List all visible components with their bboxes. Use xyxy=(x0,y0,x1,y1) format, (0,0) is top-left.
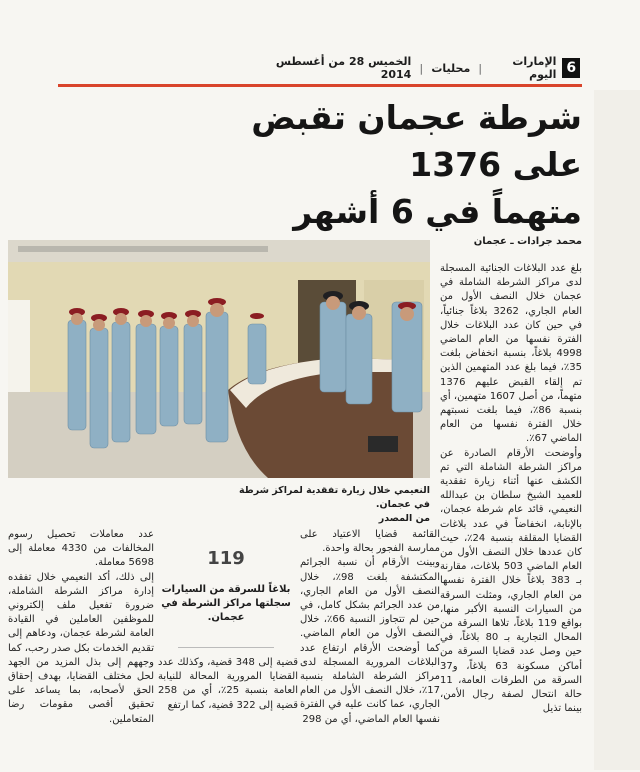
byline: محمد جرادات ـ عجمان xyxy=(473,236,582,247)
masthead xyxy=(262,55,580,81)
headline xyxy=(220,94,582,235)
caption-credit: من المصدر xyxy=(378,513,430,524)
pull-quote-number: 119 xyxy=(207,548,245,569)
paragraph: بلغ عدد البلاغات الجنائية المسجلة لدى مراكز الشرطة الشاملة في عجمان خلال النصف الأول من العام الجاري، 3262 بلاغاً جنائياً، في حين كان عدد البلاغات خلال الفترة نفسها من العام الماضي 4998 بلاغاً، بنسبة انخفاض بلغت 35٪، فيما بلغ عدد المتهمين الذين تم إلقاء القبض عليهم 1376 متهماً، من أصل 1607 متهمين، أي بنسبة 86٪، فيما بلغت نسبتهم خلال الفترة نفسها من العام الماضي 67٪. xyxy=(440,263,582,445)
paragraph: وبينت الأرقام أن نسبة الجرائم المكتشفة بلغت 98٪، خلال النصف الأول من العام الجاري، من عدد الجرائم بشكل كامل، في حين لم تتجاوز النسبة 66٪، خلال النصف الأول من العام الماضي. كما أوضحت الأرقام ارتفاع عدد البلاغات المرورية المسجلة لدى مراكز الشرطة الشاملة بنسبة 17٪، خلال النصف الأول من العام الجاري، عما كانت عليه في الفترة نفسها العام الماضي، أي من 298 xyxy=(300,557,440,725)
section-name: محليات xyxy=(431,61,471,75)
caption-text: النعيمي خلال زيارة تفقدية لمراكز شرطة في عجمان. xyxy=(239,485,430,510)
issue-date: الخميس 28 من أغسطس 2014 xyxy=(275,55,412,81)
pull-quote-text: بلاغاً للسرقة من السيارات سجلتها مراكز الشرطة في عجمان. xyxy=(161,584,291,623)
article-column-left xyxy=(8,528,154,727)
headline-line-1: شرطة عجمان تقبض على 1376 xyxy=(251,98,582,184)
adjacent-page-edge xyxy=(594,90,640,770)
article-column-right xyxy=(440,262,582,717)
paragraph: عدد معاملات تحصيل رسوم المخالفات من 4330 معاملة إلى 5698 معاملة. xyxy=(8,529,154,569)
masthead-separator: | xyxy=(419,61,424,75)
pull-quote-divider xyxy=(178,647,274,648)
photo-caption xyxy=(220,484,430,526)
paragraph: القائمة قضايا الاعتياد على ممارسة الفجور بحالة واحدة. xyxy=(300,529,440,555)
photo-illustration xyxy=(8,240,430,478)
masthead-separator: | xyxy=(478,61,483,75)
article-column-middle-right xyxy=(300,528,440,727)
paper-name: الإمارات اليوم xyxy=(512,55,557,81)
page-number: 6 xyxy=(562,58,580,78)
pull-quote xyxy=(158,540,294,648)
article-column-middle-left xyxy=(158,656,298,713)
paragraph: قضية إلى 348 قضية، وكذلك عدد القضايا المرورية المحالة للنيابة العامة بنسبة 25٪، أي من 258 قضية إلى 322 قضية، كما ارتفع xyxy=(158,657,298,711)
paragraph: إلى ذلك، أكد النعيمي خلال تفقده إدارة مراكز الشرطة الشاملة، ضرورة تفعيل ملف إلكتروني للموظفين العاملين في القيادة العامة لشرطة عجمان، ودعاهم إلى تقديم الخدمات بكل صدر رحب، كما وجههم إلى بذل المزيد من الجهد لحل مختلف القضايا، بهدف إحقاق الحق لأصحابه، بما يساعد على تحقيق أقصى مقومات رضا المتعاملين. xyxy=(8,571,154,725)
header-rule xyxy=(58,84,582,87)
headline-line-2: متهماً في 6 أشهر xyxy=(293,192,582,231)
article-photo xyxy=(8,240,430,478)
paragraph: وأوضحت الأرقام الصادرة عن مراكز الشرطة الشاملة التي تم الكشف عنها أثناء زيارة تفقدية للعميد الشيخ سلطان بن عبدالله النعيمي، قائد عام شرطة عجمان، بالإنابة، انخفاضاً في عدد بلاغات القضايا المقلقة بنسبة 24٪، حيث كان عددها خلال النصف الأول من العام الماضي 503 بلاغات، مقارنة بـ 383 بلاغاً خلال الفترة نفسها من العام الجاري، ومثلت السرقة من السيارات النسبة الأكبر منها، بواقع 119 بلاغاً، تلاها السرقة من المحال التجارية بـ 80 بلاغاً، في حين وصل عدد قضايا السرقة من أماكن مسكونة 63 بلاغاً، و37 السرقة من الطرقات العامة، 11 حالة انتحال لصفة رجال الأمن، بينما تذيل xyxy=(440,447,582,715)
